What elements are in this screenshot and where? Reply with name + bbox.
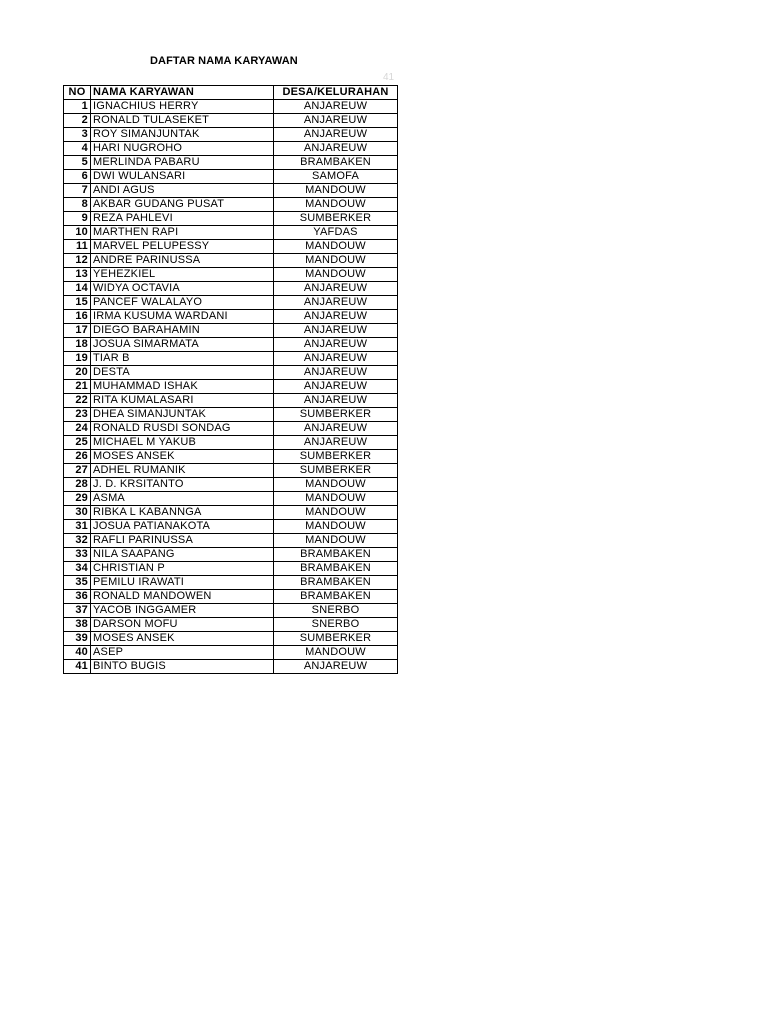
row-number: 22 [64,394,91,408]
employee-name: MICHAEL M YAKUB [91,436,274,450]
row-number: 40 [64,646,91,660]
table-row [64,632,398,646]
row-number: 13 [64,268,91,282]
table-row [64,520,398,534]
row-number: 19 [64,352,91,366]
table-row [64,310,398,324]
employee-name: IGNACHIUS HERRY [91,100,274,114]
table-row [64,394,398,408]
village-name: SUMBERKER [274,464,398,478]
village-name: YAFDAS [274,226,398,240]
table-row [64,268,398,282]
village-name: ANJAREUW [274,128,398,142]
employee-name: YEHEZKIEL [91,268,274,282]
village-name: ANJAREUW [274,380,398,394]
row-number: 17 [64,324,91,338]
row-number: 30 [64,506,91,520]
row-number: 21 [64,380,91,394]
row-number: 20 [64,366,91,380]
row-number: 34 [64,562,91,576]
table-row [64,282,398,296]
employee-name: JOSUA SIMARMATA [91,338,274,352]
row-number: 1 [64,100,91,114]
village-name: SAMOFA [274,170,398,184]
table-row [64,422,398,436]
village-name: MANDOUW [274,646,398,660]
row-number: 28 [64,478,91,492]
village-name: MANDOUW [274,534,398,548]
employee-name: YACOB INGGAMER [91,604,274,618]
table-row [64,184,398,198]
village-name: ANJAREUW [274,100,398,114]
row-number: 26 [64,450,91,464]
table-row [64,464,398,478]
table-row [64,436,398,450]
village-name: BRAMBAKEN [274,156,398,170]
row-number: 24 [64,422,91,436]
employee-name: CHRISTIAN P [91,562,274,576]
village-name: ANJAREUW [274,394,398,408]
employee-name: MARVEL PELUPESSY [91,240,274,254]
village-name: SNERBO [274,604,398,618]
table-row [64,492,398,506]
row-number: 10 [64,226,91,240]
table-row [64,198,398,212]
employee-name: RONALD MANDOWEN [91,590,274,604]
employee-name: ANDRE PARINUSSA [91,254,274,268]
village-name: ANJAREUW [274,436,398,450]
table-row [64,562,398,576]
employee-name: PEMILU IRAWATI [91,576,274,590]
table-row [64,618,398,632]
table-row [64,142,398,156]
table-row [64,478,398,492]
row-number: 39 [64,632,91,646]
table-row [64,352,398,366]
village-name: ANJAREUW [274,296,398,310]
employee-name: ANDI AGUS [91,184,274,198]
row-number: 32 [64,534,91,548]
column-header-desa: DESA/KELURAHAN [274,86,398,100]
employee-name: ROY SIMANJUNTAK [91,128,274,142]
table-row [64,226,398,240]
village-name: MANDOUW [274,198,398,212]
table-row [64,240,398,254]
employee-name: RIBKA L KABANNGA [91,506,274,520]
table-row [64,408,398,422]
employee-name: DIEGO BARAHAMIN [91,324,274,338]
table-row [64,128,398,142]
employee-name: REZA PAHLEVI [91,212,274,226]
table-row [64,590,398,604]
faint-row-count: 41 [383,72,395,83]
row-number: 35 [64,576,91,590]
village-name: MANDOUW [274,520,398,534]
row-number: 9 [64,212,91,226]
employee-name: RONALD TULASEKET [91,114,274,128]
employee-table [63,85,398,674]
village-name: MANDOUW [274,506,398,520]
village-name: MANDOUW [274,254,398,268]
table-row [64,338,398,352]
employee-name: HARI NUGROHO [91,142,274,156]
employee-name: JOSUA PATIANAKOTA [91,520,274,534]
employee-name: NILA SAAPANG [91,548,274,562]
table-row [64,324,398,338]
village-name: ANJAREUW [274,310,398,324]
table-row [64,254,398,268]
employee-name: AKBAR GUDANG PUSAT [91,198,274,212]
row-number: 6 [64,170,91,184]
column-header-no: NO [64,86,91,100]
table-body [64,100,398,674]
row-number: 33 [64,548,91,562]
table-row [64,604,398,618]
table-row [64,156,398,170]
row-number: 23 [64,408,91,422]
row-number: 25 [64,436,91,450]
employee-name: J. D. KRSITANTO [91,478,274,492]
village-name: SUMBERKER [274,450,398,464]
employee-name: IRMA KUSUMA WARDANI [91,310,274,324]
village-name: ANJAREUW [274,366,398,380]
employee-name: DESTA [91,366,274,380]
employee-name: MOSES ANSEK [91,450,274,464]
village-name: MANDOUW [274,184,398,198]
table-row [64,646,398,660]
employee-name: DARSON MOFU [91,618,274,632]
employee-name: MOSES ANSEK [91,632,274,646]
row-number: 14 [64,282,91,296]
row-number: 29 [64,492,91,506]
employee-name: RITA KUMALASARI [91,394,274,408]
village-name: ANJAREUW [274,142,398,156]
row-number: 41 [64,660,91,674]
employee-name: DWI WULANSARI [91,170,274,184]
table-row [64,366,398,380]
employee-name: MARTHEN RAPI [91,226,274,240]
row-number: 37 [64,604,91,618]
header-row [64,86,398,100]
row-number: 27 [64,464,91,478]
employee-name: MUHAMMAD ISHAK [91,380,274,394]
table-row [64,296,398,310]
village-name: BRAMBAKEN [274,548,398,562]
employee-name: MERLINDA PABARU [91,156,274,170]
row-number: 11 [64,240,91,254]
village-name: ANJAREUW [274,114,398,128]
employee-name: TIAR B [91,352,274,366]
table-row [64,660,398,674]
village-name: ANJAREUW [274,338,398,352]
row-number: 7 [64,184,91,198]
table-row [64,114,398,128]
employee-name: DHEA SIMANJUNTAK [91,408,274,422]
row-number: 12 [64,254,91,268]
employee-name: ADHEL RUMANIK [91,464,274,478]
table-row [64,450,398,464]
table-row [64,100,398,114]
table-row [64,212,398,226]
village-name: ANJAREUW [274,422,398,436]
village-name: BRAMBAKEN [274,562,398,576]
row-number: 2 [64,114,91,128]
table-header [64,86,398,100]
employee-name: WIDYA OCTAVIA [91,282,274,296]
village-name: BRAMBAKEN [274,590,398,604]
village-name: BRAMBAKEN [274,576,398,590]
village-name: ANJAREUW [274,660,398,674]
table-row [64,548,398,562]
employee-name: BINTO BUGIS [91,660,274,674]
village-name: MANDOUW [274,492,398,506]
village-name: SUMBERKER [274,408,398,422]
village-name: ANJAREUW [274,282,398,296]
row-number: 36 [64,590,91,604]
row-number: 5 [64,156,91,170]
employee-name: ASEP [91,646,274,660]
row-number: 3 [64,128,91,142]
village-name: ANJAREUW [274,352,398,366]
row-number: 18 [64,338,91,352]
village-name: SUMBERKER [274,212,398,226]
column-header-name: NAMA KARYAWAN [91,86,274,100]
employee-name: PANCEF WALALAYO [91,296,274,310]
village-name: SNERBO [274,618,398,632]
row-number: 8 [64,198,91,212]
village-name: MANDOUW [274,240,398,254]
table-row [64,506,398,520]
employee-name: RONALD RUSDI SONDAG [91,422,274,436]
table-row [64,170,398,184]
table-row [64,576,398,590]
table-row [64,534,398,548]
table-row [64,380,398,394]
document-title: DAFTAR NAMA KARYAWAN [150,55,298,67]
village-name: MANDOUW [274,478,398,492]
row-number: 15 [64,296,91,310]
village-name: ANJAREUW [274,324,398,338]
employee-name: ASMA [91,492,274,506]
village-name: MANDOUW [274,268,398,282]
row-number: 16 [64,310,91,324]
row-number: 38 [64,618,91,632]
row-number: 4 [64,142,91,156]
row-number: 31 [64,520,91,534]
village-name: SUMBERKER [274,632,398,646]
employee-name: RAFLI PARINUSSA [91,534,274,548]
